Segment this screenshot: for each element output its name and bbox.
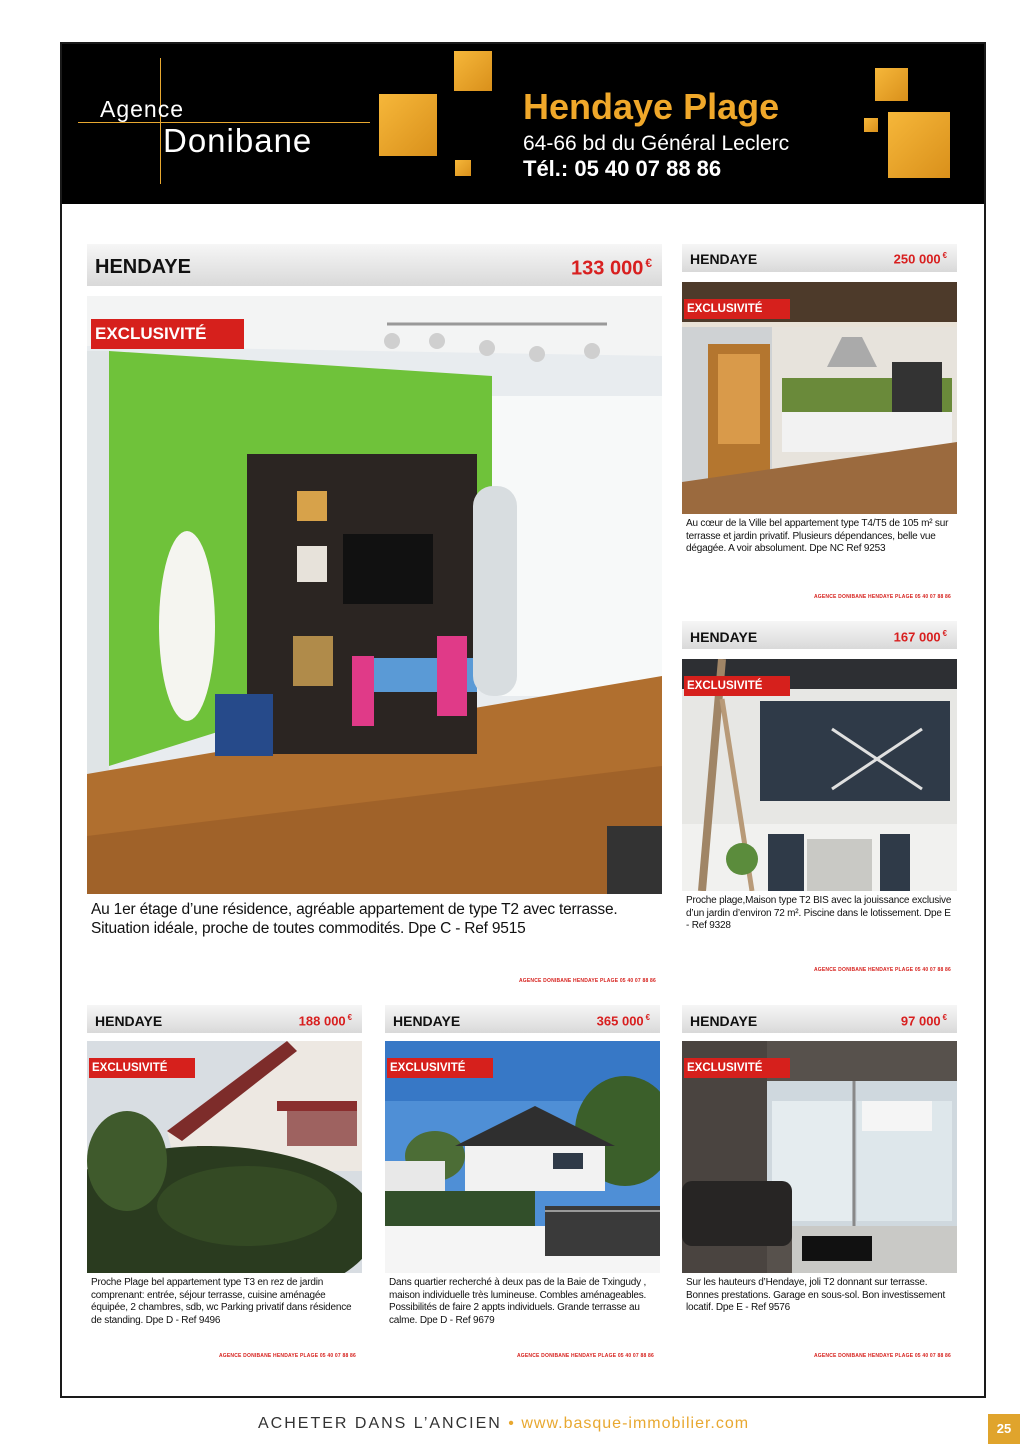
- listing-header-bar: [682, 244, 957, 272]
- agency-name-line2: Donibane: [163, 122, 313, 159]
- listing-price: 188 000 €: [298, 1013, 352, 1029]
- listing-contact: AGENCE DONIBANE HENDAYE PLAGE 05 40 07 88 86: [517, 1353, 654, 1359]
- listing-photo[interactable]: [87, 296, 662, 894]
- logo-square: [864, 118, 878, 132]
- footer-url[interactable]: www.basque-immobilier.com: [521, 1415, 750, 1432]
- exclusivite-badge: EXCLUSIVITÉ: [684, 1058, 790, 1078]
- listing-price: 97 000 €: [900, 1013, 947, 1029]
- listing-contact: AGENCE DONIBANE HENDAYE PLAGE 05 40 07 88 86: [219, 1353, 356, 1359]
- listing-header-bar: [682, 1005, 957, 1033]
- listing-price: 250 000 €: [893, 251, 947, 267]
- logo-square: [455, 160, 471, 176]
- listing-description: Sur les hauteurs d’Hendaye, joli T2 donnant sur terrasse. Bonnes prestations. Garage en sous-sol. Bon investissement locatif. Dpe E - Ref 9576: [686, 1277, 946, 1313]
- listing-card[interactable]: [682, 621, 957, 981]
- logo-square: [888, 112, 950, 178]
- listing-header-bar: [682, 621, 957, 649]
- listing-card[interactable]: [682, 1005, 957, 1365]
- exclusivite-badge: EXCLUSIVITÉ: [684, 676, 790, 696]
- page-number: 25: [988, 1414, 1020, 1444]
- listing-city: HENDAYE: [690, 629, 758, 645]
- office-phone: Tél.: 05 40 07 88 86: [523, 156, 722, 181]
- listing-card[interactable]: [682, 244, 957, 606]
- listing-card[interactable]: [385, 1005, 660, 1365]
- logo-square: [875, 68, 908, 101]
- listing-price: 167 000 €: [893, 629, 947, 645]
- listing-contact: AGENCE DONIBANE HENDAYE PLAGE 05 40 07 88 86: [814, 1353, 951, 1359]
- listing-header-bar: [385, 1005, 660, 1033]
- logo-square: [454, 51, 492, 91]
- listing-price: 365 000 €: [596, 1013, 650, 1029]
- exclusivite-badge: EXCLUSIVITÉ: [387, 1058, 493, 1078]
- listing-city: HENDAYE: [690, 251, 758, 267]
- listing-card[interactable]: [87, 244, 662, 990]
- listing-city: HENDAYE: [690, 1013, 758, 1029]
- listing-description: Proche Plage bel appartement type T3 en rez de jardin comprenant: entrée, séjour terrasse, cuisine aménagée équipée, 2 chambres, sdb, wc Parking privatif dans résidence de standing. Dpe D - Ref 9496: [91, 1277, 352, 1326]
- exclusivite-badge: EXCLUSIVITÉ: [89, 1058, 195, 1078]
- listing-card[interactable]: [87, 1005, 362, 1365]
- listing-description: Au cœur de la Ville bel appartement type T4/T5 de 105 m² sur terrasse et jardin privatif. Plusieurs dépendances, belle vue dégagée. A voir absolument. Dpe NC Ref 9253: [686, 518, 949, 554]
- agency-name-line1: Agence: [100, 96, 185, 122]
- footer-separator: •: [508, 1415, 515, 1432]
- page-footer: [258, 1415, 749, 1433]
- listing-contact: AGENCE DONIBANE HENDAYE PLAGE 05 40 07 88 86: [814, 967, 951, 973]
- footer-slogan: ACHETER DANS L’ANCIEN: [258, 1415, 502, 1432]
- exclusivite-badge: EXCLUSIVITÉ: [684, 299, 790, 319]
- office-title: Hendaye Plage: [523, 86, 780, 127]
- exclusivite-badge: EXCLUSIVITÉ: [91, 319, 244, 349]
- listing-contact: AGENCE DONIBANE HENDAYE PLAGE 05 40 07 88 86: [519, 978, 656, 984]
- listing-header-bar: [87, 1005, 362, 1033]
- listing-contact: AGENCE DONIBANE HENDAYE PLAGE 05 40 07 88 86: [814, 594, 951, 600]
- listing-city: HENDAYE: [95, 256, 191, 278]
- listing-header-bar: [87, 244, 662, 286]
- listing-description: Au 1er étage d’une résidence, agréable appartement de type T2 avec terrasse. Situation idéale, proche de toutes commodités. Dpe C - Ref 9515: [91, 901, 618, 938]
- listing-description: Proche plage,Maison type T2 BIS avec la jouissance exclusive d’un jardin d’environ 72 m². Piscine dans le lotissement. Dpe E - Ref 9328: [686, 895, 952, 931]
- listing-description: Dans quartier recherché à deux pas de la Baie de Txingudy , maison individuelle très lumineuse. Combles aménageables. Possibilités de faire 2 appts individuels. Grande terrasse au calme. Dpe D - Ref 9679: [389, 1277, 647, 1326]
- logo-square: [379, 94, 437, 156]
- listing-price: 133 000 €: [571, 256, 652, 280]
- office-address: 64-66 bd du Général Leclerc: [523, 132, 790, 155]
- listing-city: HENDAYE: [95, 1013, 163, 1029]
- listing-city: HENDAYE: [393, 1013, 461, 1029]
